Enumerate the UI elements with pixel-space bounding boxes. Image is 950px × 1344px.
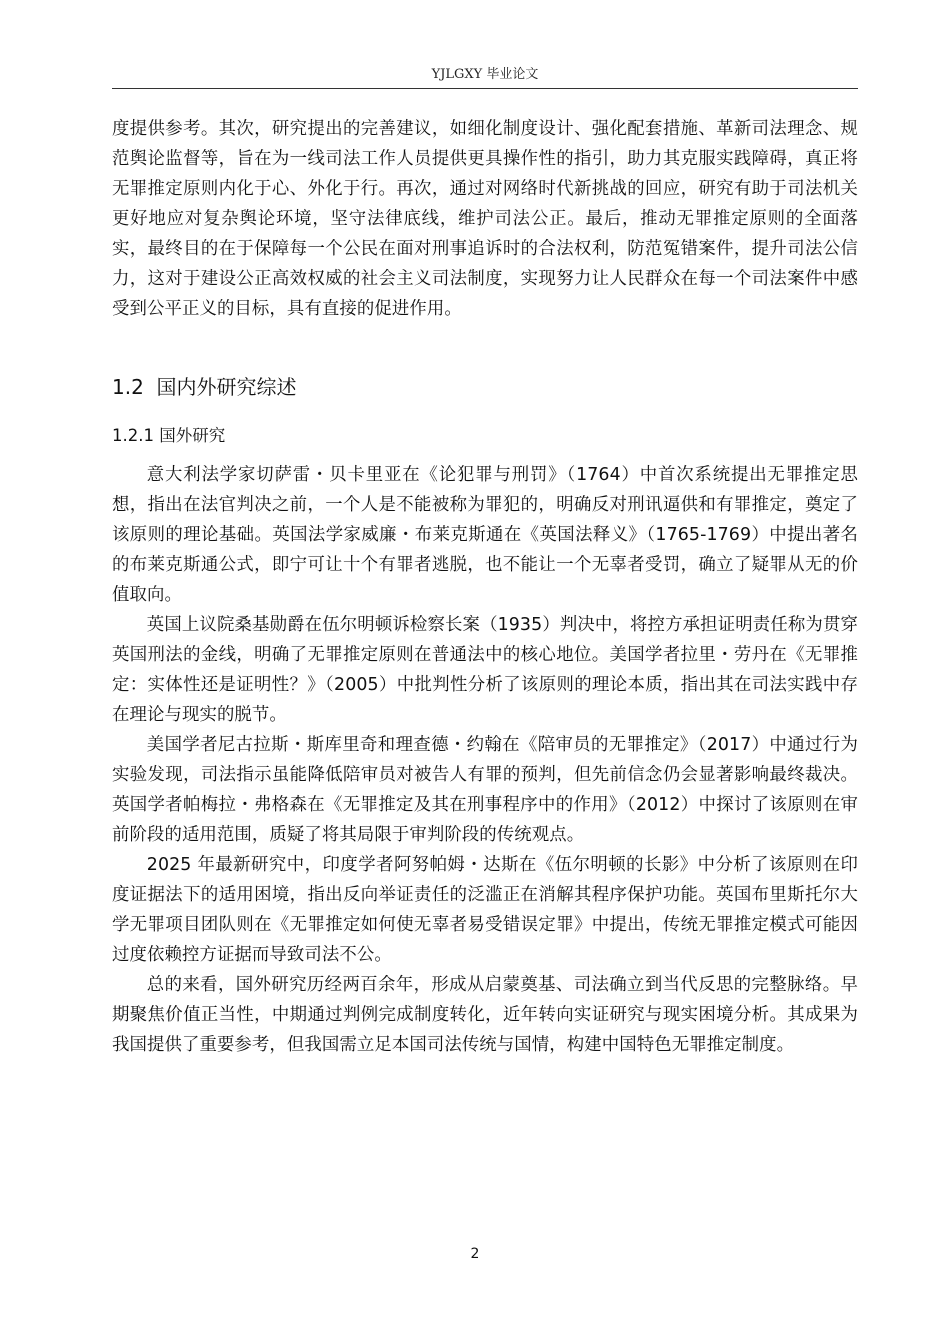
paragraph: 英国上议院桑基勋爵在伍尔明顿诉检察长案（1935）判决中，将控方承担证明责任称为贯穿英国刑法的金线，明确了无罪推定原则在普通法中的核心地位。美国学者拉里・劳丹在《无罪推定：实体性还是证明性？》（2005）中批判性分析了该原则的理论本质，指出其在司法实践中存在理论与现实的脱节。 [112,615,858,725]
section-title: 国内外研究综述 [156,375,297,399]
paragraph: 2025 年最新研究中，印度学者阿努帕姆・达斯在《伍尔明顿的长影》中分析了该原则在印度证据法下的适用困境，指出反向举证责任的泛滥正在消解其程序保护功能。英国布里斯托尔大学无罪项目团队则在《无罪推定如何使无辜者易受错误定罪》中提出，传统无罪推定模式可能因过度依赖控方证据而导致司法不公。 [112,855,858,965]
subsection-heading: 1.2.1 国外研究 [112,426,226,445]
section-heading [112,372,858,402]
paragraph: 美国学者尼古拉斯・斯库里奇和理查德・约翰在《陪审员的无罪推定》（2017）中通过行为实验发现，司法指示虽能降低陪审员对被告人有罪的预判，但先前信念仍会显著影响最终裁决。英国学者帕梅拉・弗格森在《无罪推定及其在刑事程序中的作用》（2012）中探讨了该原则在审前阶段的适用范围，质疑了将其局限于审判阶段的传统观点。 [112,735,858,845]
paragraph-continuation: 度提供参考。其次，研究提出的完善建议，如细化制度设计、强化配套措施、革新司法理念、规范舆论监督等，旨在为一线司法工作人员提供更具操作性的指引，助力其克服实践障碍，真正将无罪推定原则内化于心、外化于行。再次，通过对网络时代新挑战的回应，研究有助于司法机关更好地应对复杂舆论环境，坚守法律底线，维护司法公正。最后，推动无罪推定原则的全面落实，最终目的在于保障每一个公民在面对刑事追诉时的合法权利，防范冤错案件，提升司法公信力，这对于建设公正高效权威的社会主义司法制度，实现努力让人民群众在每一个司法案件中感受到公平正义的目标，具有直接的促进作用。 [112,119,858,319]
page-number: 2 [470,1246,480,1262]
page-content [112,114,858,1060]
paragraph: 总的来看，国外研究历经两百余年，形成从启蒙奠基、司法确立到当代反思的完整脉络。早期聚焦价值正当性，中期通过判例完成制度转化，近年转向实证研究与现实困境分析。其成果为我国提供了重要参考，但我国需立足本国司法传统与国情，构建中国特色无罪推定制度。 [112,975,858,1055]
page-header: YJLGXY 毕业论文 [112,64,858,89]
section-number: 1.2 [112,375,144,399]
paragraph: 意大利法学家切萨雷・贝卡里亚在《论犯罪与刑罚》（1764）中首次系统提出无罪推定思想，指出在法官判决之前，一个人是不能被称为罪犯的，明确反对刑讯逼供和有罪推定，奠定了该原则的理论基础。英国法学家威廉・布莱克斯通在《英国法释义》（1765-1769）中提出著名的布莱克斯通公式，即宁可让十个有罪者逃脱，也不能让一个无辜者受罚，确立了疑罪从无的价值取向。 [112,465,858,605]
